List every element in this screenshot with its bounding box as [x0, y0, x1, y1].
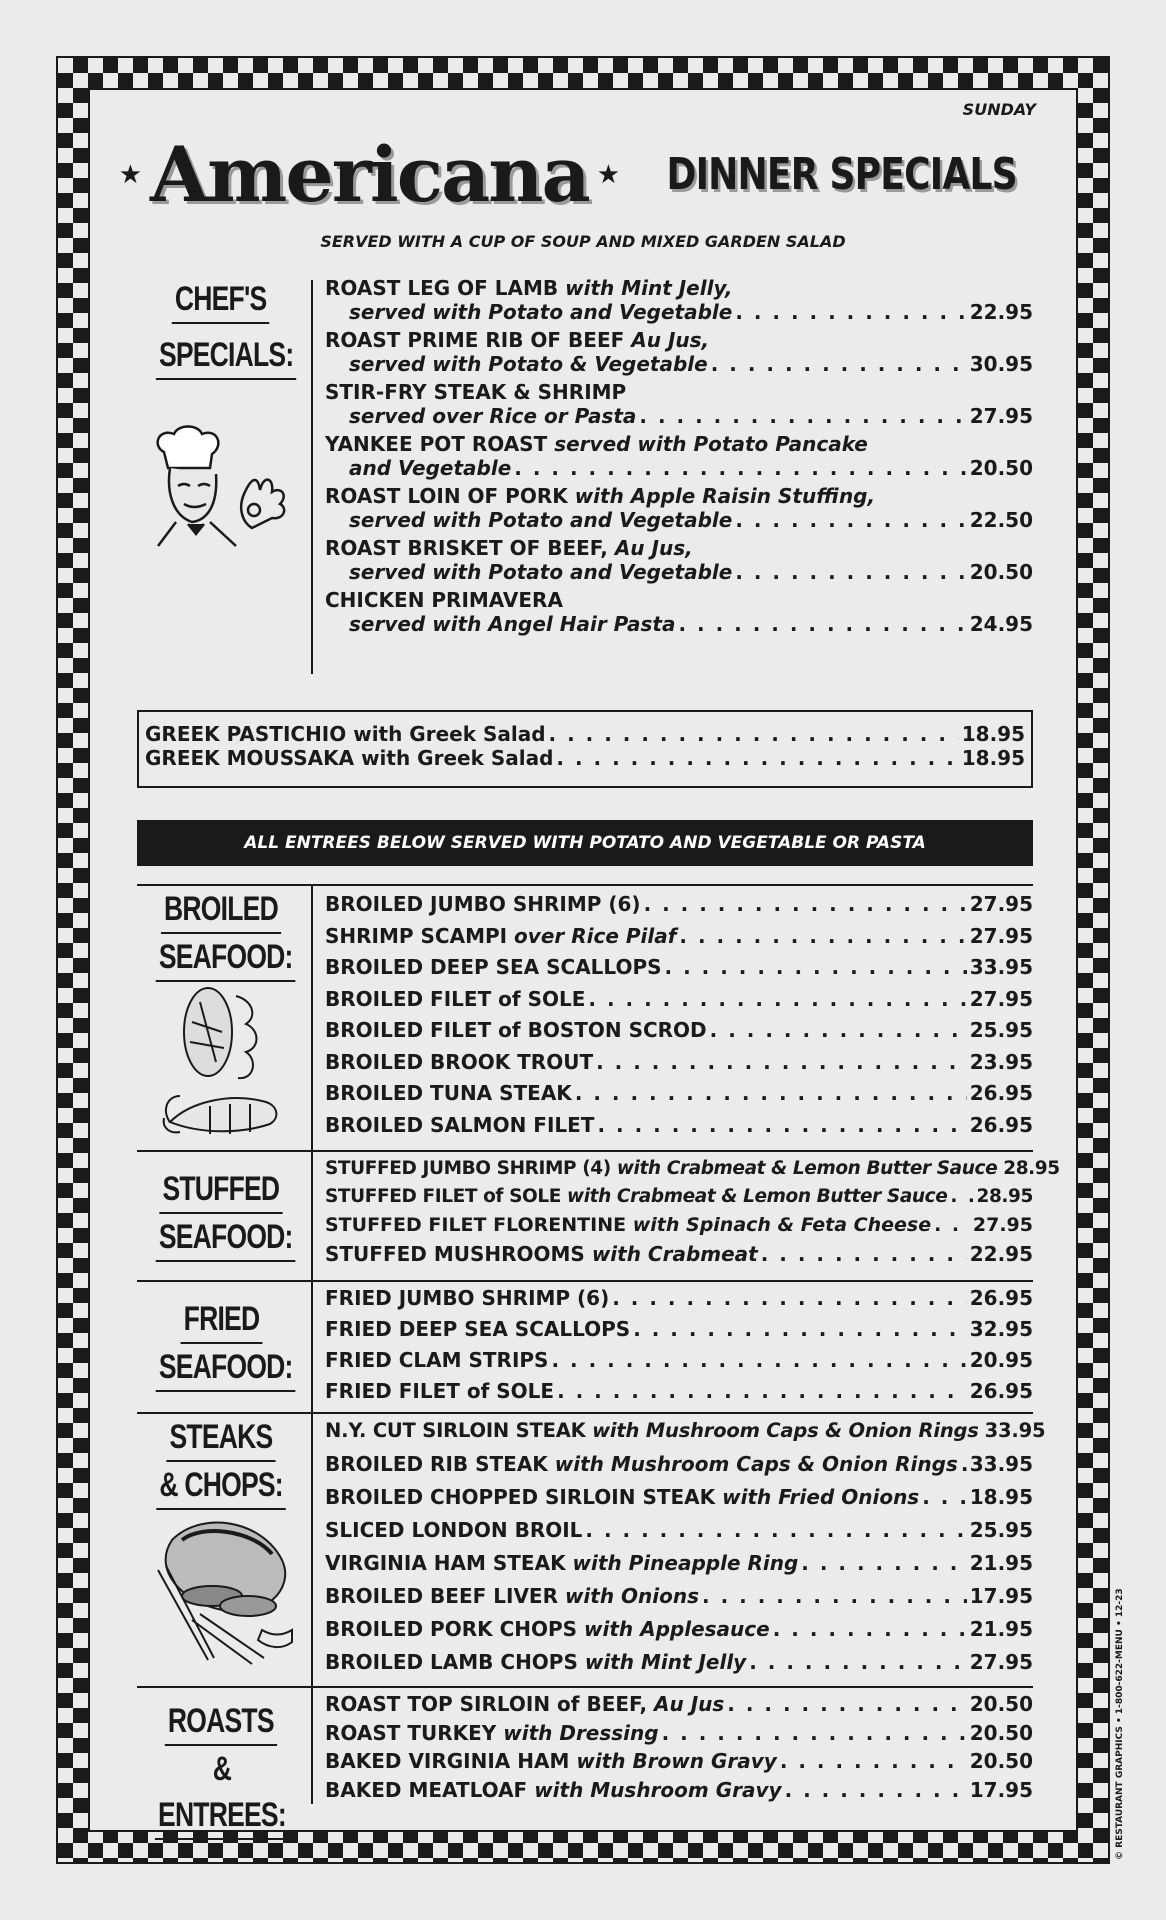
list-item: served with Potato and Vegetable . . . 22.95: [325, 300, 1033, 324]
price: 20.50: [969, 1692, 1033, 1716]
entrees-banner: ALL ENTREES BELOW SERVED WITH POTATO AND VEGETABLE OR PASTA: [137, 820, 1033, 866]
price: 33.95: [969, 955, 1033, 979]
list-item: BROILED SALMON FILET . . . 26.95: [325, 1113, 1033, 1145]
price: 22.50: [969, 508, 1033, 532]
served-with-note: SERVED WITH A CUP OF SOUP AND MIXED GARDEN SALAD: [320, 232, 846, 251]
list-item: FRIED DEEP SEA SCALLOPS . . . 32.95: [325, 1317, 1033, 1348]
list-item: BROILED LAMB CHOPS with Mint Jelly . . . 27.95: [325, 1650, 1033, 1683]
list-item: VIRGINIA HAM STEAK with Pineapple Ring . . . 21.95: [325, 1551, 1033, 1584]
list-item: ROAST LEG OF LAMB with Mint Jelly,: [325, 276, 733, 300]
category-chefs-specials: CHEF'S SPECIALS:: [136, 276, 306, 380]
list-item: and Vegetable . . . 20.50: [325, 456, 1033, 480]
day-label: SUNDAY: [962, 100, 1036, 119]
price: 26.95: [969, 1081, 1033, 1105]
price: 26.95: [969, 1379, 1033, 1403]
price: 18.95: [961, 746, 1025, 770]
star-icon: ★: [118, 159, 143, 190]
list-item: BROILED TUNA STEAK . . . 26.95: [325, 1081, 1033, 1113]
list-item: ROAST TOP SIRLOIN of BEEF, Au Jus . . . 20.50: [325, 1692, 1033, 1721]
list-item: GREEK MOUSSAKA with Greek Salad . . . 18.95: [145, 746, 1025, 770]
category-steaks-chops: STEAKS & CHOPS:: [136, 1414, 306, 1510]
divider: [311, 1688, 313, 1804]
divider: [311, 1282, 313, 1412]
credit-line: © RESTAURANT GRAPHICS • 1-800-622-MENU • 12-23: [1115, 1588, 1125, 1860]
list-item: served over Rice or Pasta . . . 27.95: [325, 404, 1033, 428]
list-item: STUFFED JUMBO SHRIMP (4) with Crabmeat & Lemon Butter Sauce 28.95: [325, 1158, 1060, 1179]
price: 28.95: [976, 1186, 1033, 1207]
price: 20.50: [969, 560, 1033, 584]
price: 27.95: [969, 923, 1033, 948]
category-stuffed-seafood: STUFFED SEAFOOD:: [136, 1166, 306, 1262]
price: 17.95: [969, 1584, 1033, 1608]
menu-title: [0, 130, 1166, 219]
list-item: served with Potato and Vegetable . . . 20.50: [325, 560, 1033, 584]
price: 25.95: [969, 1018, 1033, 1042]
category-broiled-seafood: BROILED SEAFOOD:: [136, 886, 306, 982]
price: 20.50: [969, 456, 1033, 480]
star-icon: ★: [596, 159, 621, 190]
list-item: GREEK PASTICHIO with Greek Salad . . . 18.95: [145, 722, 1025, 746]
list-item: BROILED BROOK TROUT . . . 23.95: [325, 1050, 1033, 1082]
list-item: FRIED JUMBO SHRIMP (6) . . . 26.95: [325, 1286, 1033, 1317]
price: 32.95: [969, 1317, 1033, 1341]
list-item: STUFFED FILET of SOLE with Crabmeat & Lemon Butter Sauce . . . 28.95: [325, 1186, 1033, 1214]
price: 27.95: [969, 1650, 1033, 1674]
list-item: SHRIMP SCAMPI over Rice Pilaf . . . 27.95: [325, 924, 1033, 956]
price: 20.50: [969, 1720, 1033, 1745]
list-item: BAKED MEATLOAF with Mushroom Gravy . . . 17.95: [325, 1778, 1033, 1807]
price: 26.95: [969, 1286, 1033, 1310]
list-item: ROAST LOIN OF PORK with Apple Raisin Stuffing,: [325, 484, 876, 508]
fried-seafood-list: [325, 1286, 1033, 1410]
list-item: BROILED CHOPPED SIRLOIN STEAK with Fried Onions . . . 18.95: [325, 1485, 1033, 1518]
list-item: BROILED RIB STEAK with Mushroom Caps & Onion Rings . . . 33.95: [325, 1452, 1033, 1485]
category-fried-seafood: FRIED SEAFOOD:: [136, 1296, 306, 1392]
broiled-seafood-list: [325, 892, 1033, 1144]
divider: [311, 1152, 313, 1280]
category-roasts-entrees: ROASTS & ENTREES:: [136, 1698, 306, 1840]
chef-icon: [148, 424, 300, 548]
stuffed-seafood-list: [325, 1158, 1060, 1270]
list-item: FRIED CLAM STRIPS . . . 20.95: [325, 1348, 1033, 1379]
price: 24.95: [969, 612, 1033, 636]
price: 18.95: [969, 1485, 1033, 1509]
divider: [311, 1414, 313, 1686]
list-item: SLICED LONDON BROIL . . . 25.95: [325, 1518, 1033, 1551]
list-item: served with Potato and Vegetable . . . 22.50: [325, 508, 1033, 532]
list-item: served with Angel Hair Pasta . . . 24.95: [325, 612, 1033, 636]
price: 22.95: [969, 1242, 1033, 1266]
price: 21.95: [969, 1551, 1033, 1575]
price: 18.95: [961, 722, 1025, 746]
price: 33.95: [969, 1452, 1033, 1476]
list-item: served with Potato & Vegetable . . . 30.95: [325, 352, 1033, 376]
price: 17.95: [969, 1777, 1033, 1802]
price: 25.95: [969, 1518, 1033, 1542]
divider: [311, 280, 313, 674]
list-item: BROILED FILET of SOLE . . . 27.95: [325, 987, 1033, 1019]
price: 23.95: [969, 1049, 1033, 1074]
price: 26.95: [969, 1112, 1033, 1137]
list-item: STUFFED FILET FLORENTINE with Spinach & Feta Cheese . . . 27.95: [325, 1214, 1033, 1242]
price: 30.95: [969, 352, 1033, 376]
price: 22.95: [969, 300, 1033, 324]
price: 33.95: [984, 1419, 1046, 1442]
list-item: BROILED FILET of BOSTON SCROD . . . 25.95: [325, 1018, 1033, 1050]
list-item: BROILED JUMBO SHRIMP (6) . . . 27.95: [325, 892, 1033, 924]
list-item: FRIED FILET of SOLE . . . 26.95: [325, 1379, 1033, 1410]
price: 20.95: [969, 1348, 1033, 1372]
list-item: BROILED DEEP SEA SCALLOPS . . . 33.95: [325, 955, 1033, 987]
steaks-chops-list: [325, 1419, 1046, 1683]
price: 20.50: [969, 1749, 1033, 1773]
divider: [137, 1686, 1033, 1688]
divider: [137, 1280, 1033, 1282]
dinner-specials-heading: DINNER SPECIALS: [666, 149, 1017, 200]
list-item: YANKEE POT ROAST served with Potato Pancake: [325, 432, 868, 456]
price: 27.95: [972, 1214, 1033, 1236]
list-item: ROAST PRIME RIB OF BEEF Au Jus,: [325, 328, 710, 352]
list-item: CHICKEN PRIMAVERA: [325, 588, 563, 612]
greek-specials-box: [137, 710, 1033, 788]
list-item: BROILED PORK CHOPS with Applesauce . . . 21.95: [325, 1617, 1033, 1650]
roasts-entrees-list: [325, 1692, 1033, 1806]
list-item: BAKED VIRGINIA HAM with Brown Gravy . . . 20.50: [325, 1749, 1033, 1778]
list-item: ROAST BRISKET OF BEEF, Au Jus,: [325, 536, 693, 560]
divider: [311, 886, 313, 1150]
steak-board-icon: [152, 1510, 298, 1670]
lobster-shrimp-icon: [160, 982, 290, 1140]
price: 27.95: [969, 986, 1033, 1011]
price: 28.95: [1003, 1158, 1060, 1179]
list-item: ROAST TURKEY with Dressing . . . 20.50: [325, 1721, 1033, 1750]
list-item: N.Y. CUT SIRLOIN STEAK with Mushroom Caps & Onion Rings 33.95: [325, 1419, 1046, 1442]
list-item: BROILED BEEF LIVER with Onions . . . 17.95: [325, 1584, 1033, 1617]
list-item: STUFFED MUSHROOMS with Crabmeat . . . 22.95: [325, 1242, 1033, 1270]
list-item: STIR-FRY STEAK & SHRIMP: [325, 380, 627, 404]
brand-name: Americana: [150, 130, 589, 219]
price: 27.95: [969, 892, 1033, 916]
price: 21.95: [969, 1617, 1033, 1641]
chefs-specials-list: [325, 276, 1033, 636]
price: 27.95: [969, 404, 1033, 428]
divider: [137, 1150, 1033, 1152]
